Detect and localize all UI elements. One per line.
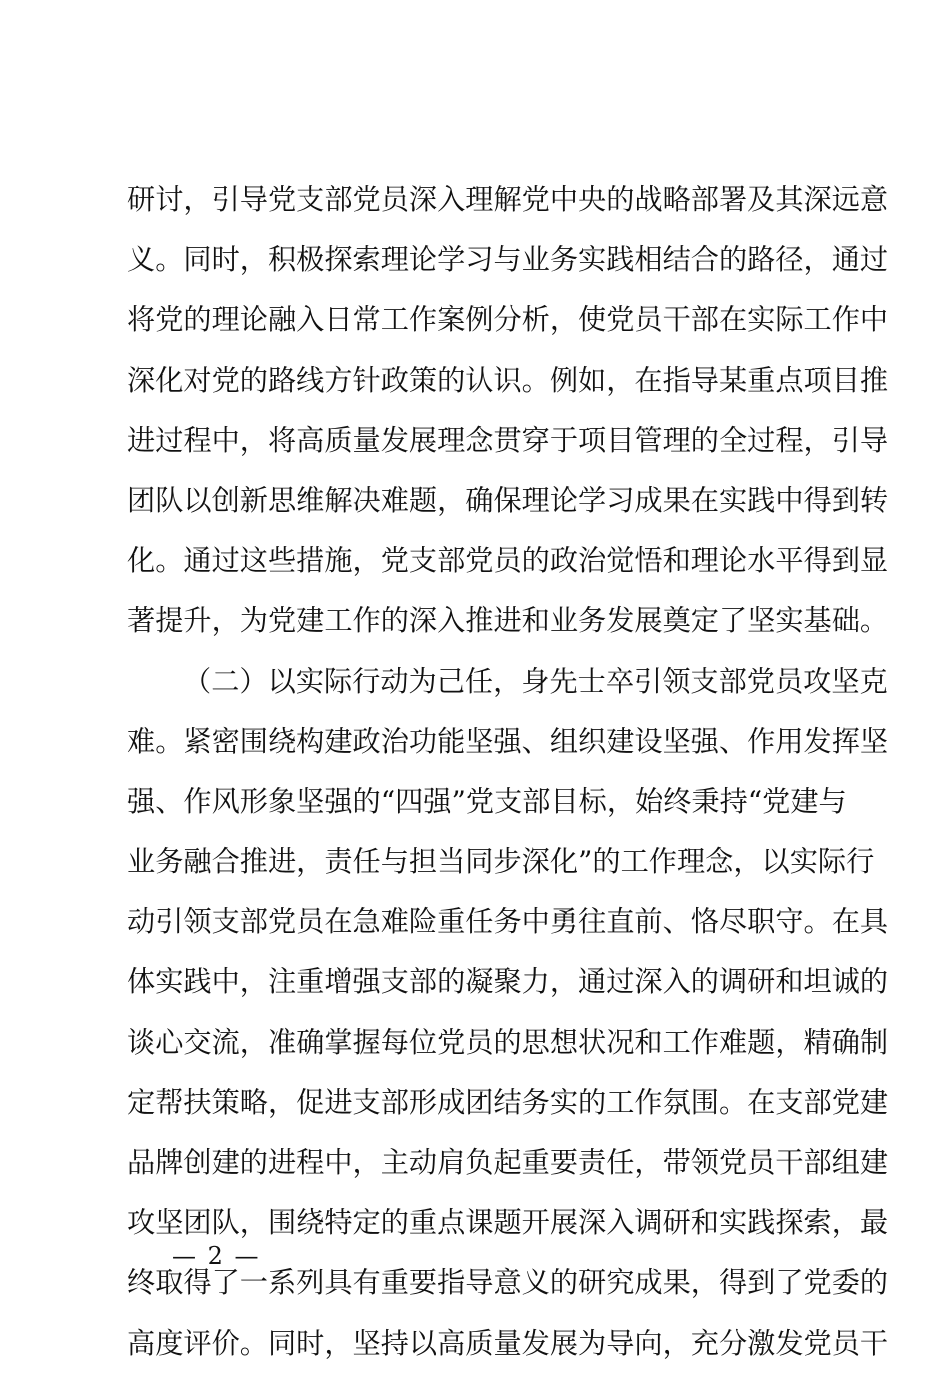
text-line: 体实践中，注重增强支部的凝聚力，通过深入的调研和坦诚的 bbox=[127, 965, 889, 999]
section-heading-line: （二）以实际行动为己任，身先士卒引领支部党员攻坚克 bbox=[183, 664, 888, 698]
text-line: 动引领支部党员在急难险重任务中勇往直前、恪尽职守。在具 bbox=[127, 905, 889, 939]
text-line: 高度评价。同时，坚持以高质量发展为导向，充分激发党员干 bbox=[127, 1326, 889, 1360]
text-line: 强、作风形象坚强的“四强”党支部目标，始终秉持“党建与 bbox=[127, 784, 847, 818]
text-line: 品牌创建的进程中，主动肩负起重要责任，带领党员干部组建 bbox=[127, 1146, 889, 1179]
text-line: 谈心交流，准确掌握每位党员的思想状况和工作难题，精确制 bbox=[127, 1025, 889, 1059]
text-line: 攻坚团队，围绕特定的重点课题开展深入调研和实践探索，最 bbox=[127, 1206, 889, 1240]
text-line: 将党的理论融入日常工作案例分析，使党员干部在实际工作中 bbox=[127, 303, 889, 337]
page-number: — 2 — bbox=[172, 1242, 261, 1270]
text-line: 终取得了一系列具有重要指导意义的研究成果，得到了党委的 bbox=[127, 1266, 889, 1300]
text-line: 研讨，引导党支部党员深入理解党中央的战略部署及其深远意 bbox=[127, 183, 889, 216]
text-line: 难。紧密围绕构建政治功能坚强、组织建设坚强、作用发挥坚 bbox=[127, 724, 889, 758]
text-line: 化。通过这些措施，党支部党员的政治觉悟和理论水平得到显 bbox=[127, 544, 889, 578]
text-line: 业务融合推进，责任与担当同步深化”的工作理念，以实际行 bbox=[127, 845, 875, 879]
text-line: 义。同时，积极探索理论学习与业务实践相结合的路径，通过 bbox=[127, 243, 889, 277]
text-line: 团队以创新思维解决难题，确保理论学习成果在实践中得到转 bbox=[127, 483, 889, 517]
text-line: 进过程中，将高质量发展理念贯穿于项目管理的全过程，引导 bbox=[127, 423, 889, 457]
document-body bbox=[127, 170, 889, 1374]
text-line: 深化对党的路线方针政策的认识。例如，在指导某重点项目推 bbox=[127, 363, 889, 397]
text-line: 定帮扶策略，促进支部形成团结务实的工作氛围。在支部党建 bbox=[127, 1085, 889, 1119]
text-line: 著提升，为党建工作的深入推进和业务发展奠定了坚实基础。 bbox=[127, 604, 889, 638]
